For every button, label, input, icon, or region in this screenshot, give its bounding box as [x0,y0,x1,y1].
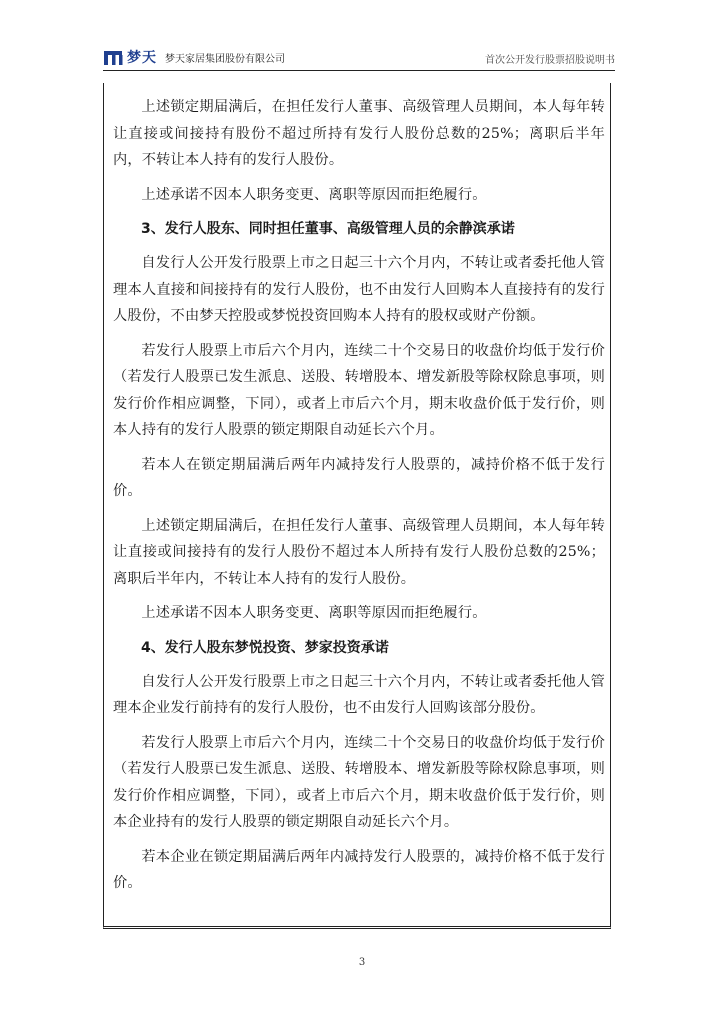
paragraph: 上述锁定期届满后，在担任发行人董事、高级管理人员期间，本人每年转让直接或间接持有股份不超过所持有发行人股份总数的25%；离职后半年内，不转让本人持有的发行人股份。 [113,99,605,168]
paragraph: 上述承诺不因本人职务变更、离职等原因而拒绝履行。 [141,186,487,203]
header-divider [103,70,615,71]
paragraph: 若本人在锁定期届满后两年内减持发行人股票的，减持价格不低于发行价。 [113,456,605,499]
page-number: 3 [358,957,366,968]
paragraph: 上述承诺不因本人职务变更、离职等原因而拒绝履行。 [141,605,487,621]
company-name: 梦天家居集团股份有限公司 [165,53,285,65]
section-heading: 4、发行人股东梦悦投资、梦家投资承诺 [141,639,389,656]
document-body [113,94,605,905]
paragraph: 自发行人公开发行股票上市之日起三十六个月内，不转让或者委托他人管理本企业发行前持有的发行人股份，也不由发行人回购该部分股份。 [113,673,605,716]
logo-m-icon [103,48,125,66]
paragraph: 若本企业在锁定期届满后两年内减持发行人股票的，减持价格不低于发行价。 [113,848,605,891]
page-header [103,47,615,69]
paragraph: 自发行人公开发行股票上市之日起三十六个月内，不转让或者委托他人管理本人直接和间接持有的发行人股份，也不由发行人回购本人直接持有的发行人股份，不由梦天控股或梦悦投资回购本人持有的股权或财产份额。 [113,255,605,324]
company-logo [103,47,285,67]
paragraph: 若发行人股票上市后六个月内，连续二十个交易日的收盘价均低于发行价（若发行人股票已发生派息、送股、转增股本、增发新股等除权除息事项，则发行价作相应调整，下同），或者上市后六个月，期末收盘价低于发行价，则本企业持有的发行人股票的锁定期限自动延长六个月。 [113,734,605,830]
document-title: 首次公开发行股票招股说明书 [485,55,615,66]
section-heading: 3、发行人股东、同时担任董事、高级管理人员的余静滨承诺 [141,221,515,237]
paragraph: 上述锁定期届满后，在担任发行人董事、高级管理人员期间，本人每年转让直接或间接持有的发行人股份不超过本人所持有发行人股份总数的25%；离职后半年内，不转让本人持有的发行人股份。 [113,517,605,587]
paragraph: 若发行人股票上市后六个月内，连续二十个交易日的收盘价均低于发行价（若发行人股票已发生派息、送股、转增股本、增发新股等除权除息事项，则发行价作相应调整，下同），或者上市后六个月，期末收盘价低于发行价，则本人持有的发行人股票的锁定期限自动延长六个月。 [113,342,605,438]
logo-text: 梦天 [127,50,157,66]
